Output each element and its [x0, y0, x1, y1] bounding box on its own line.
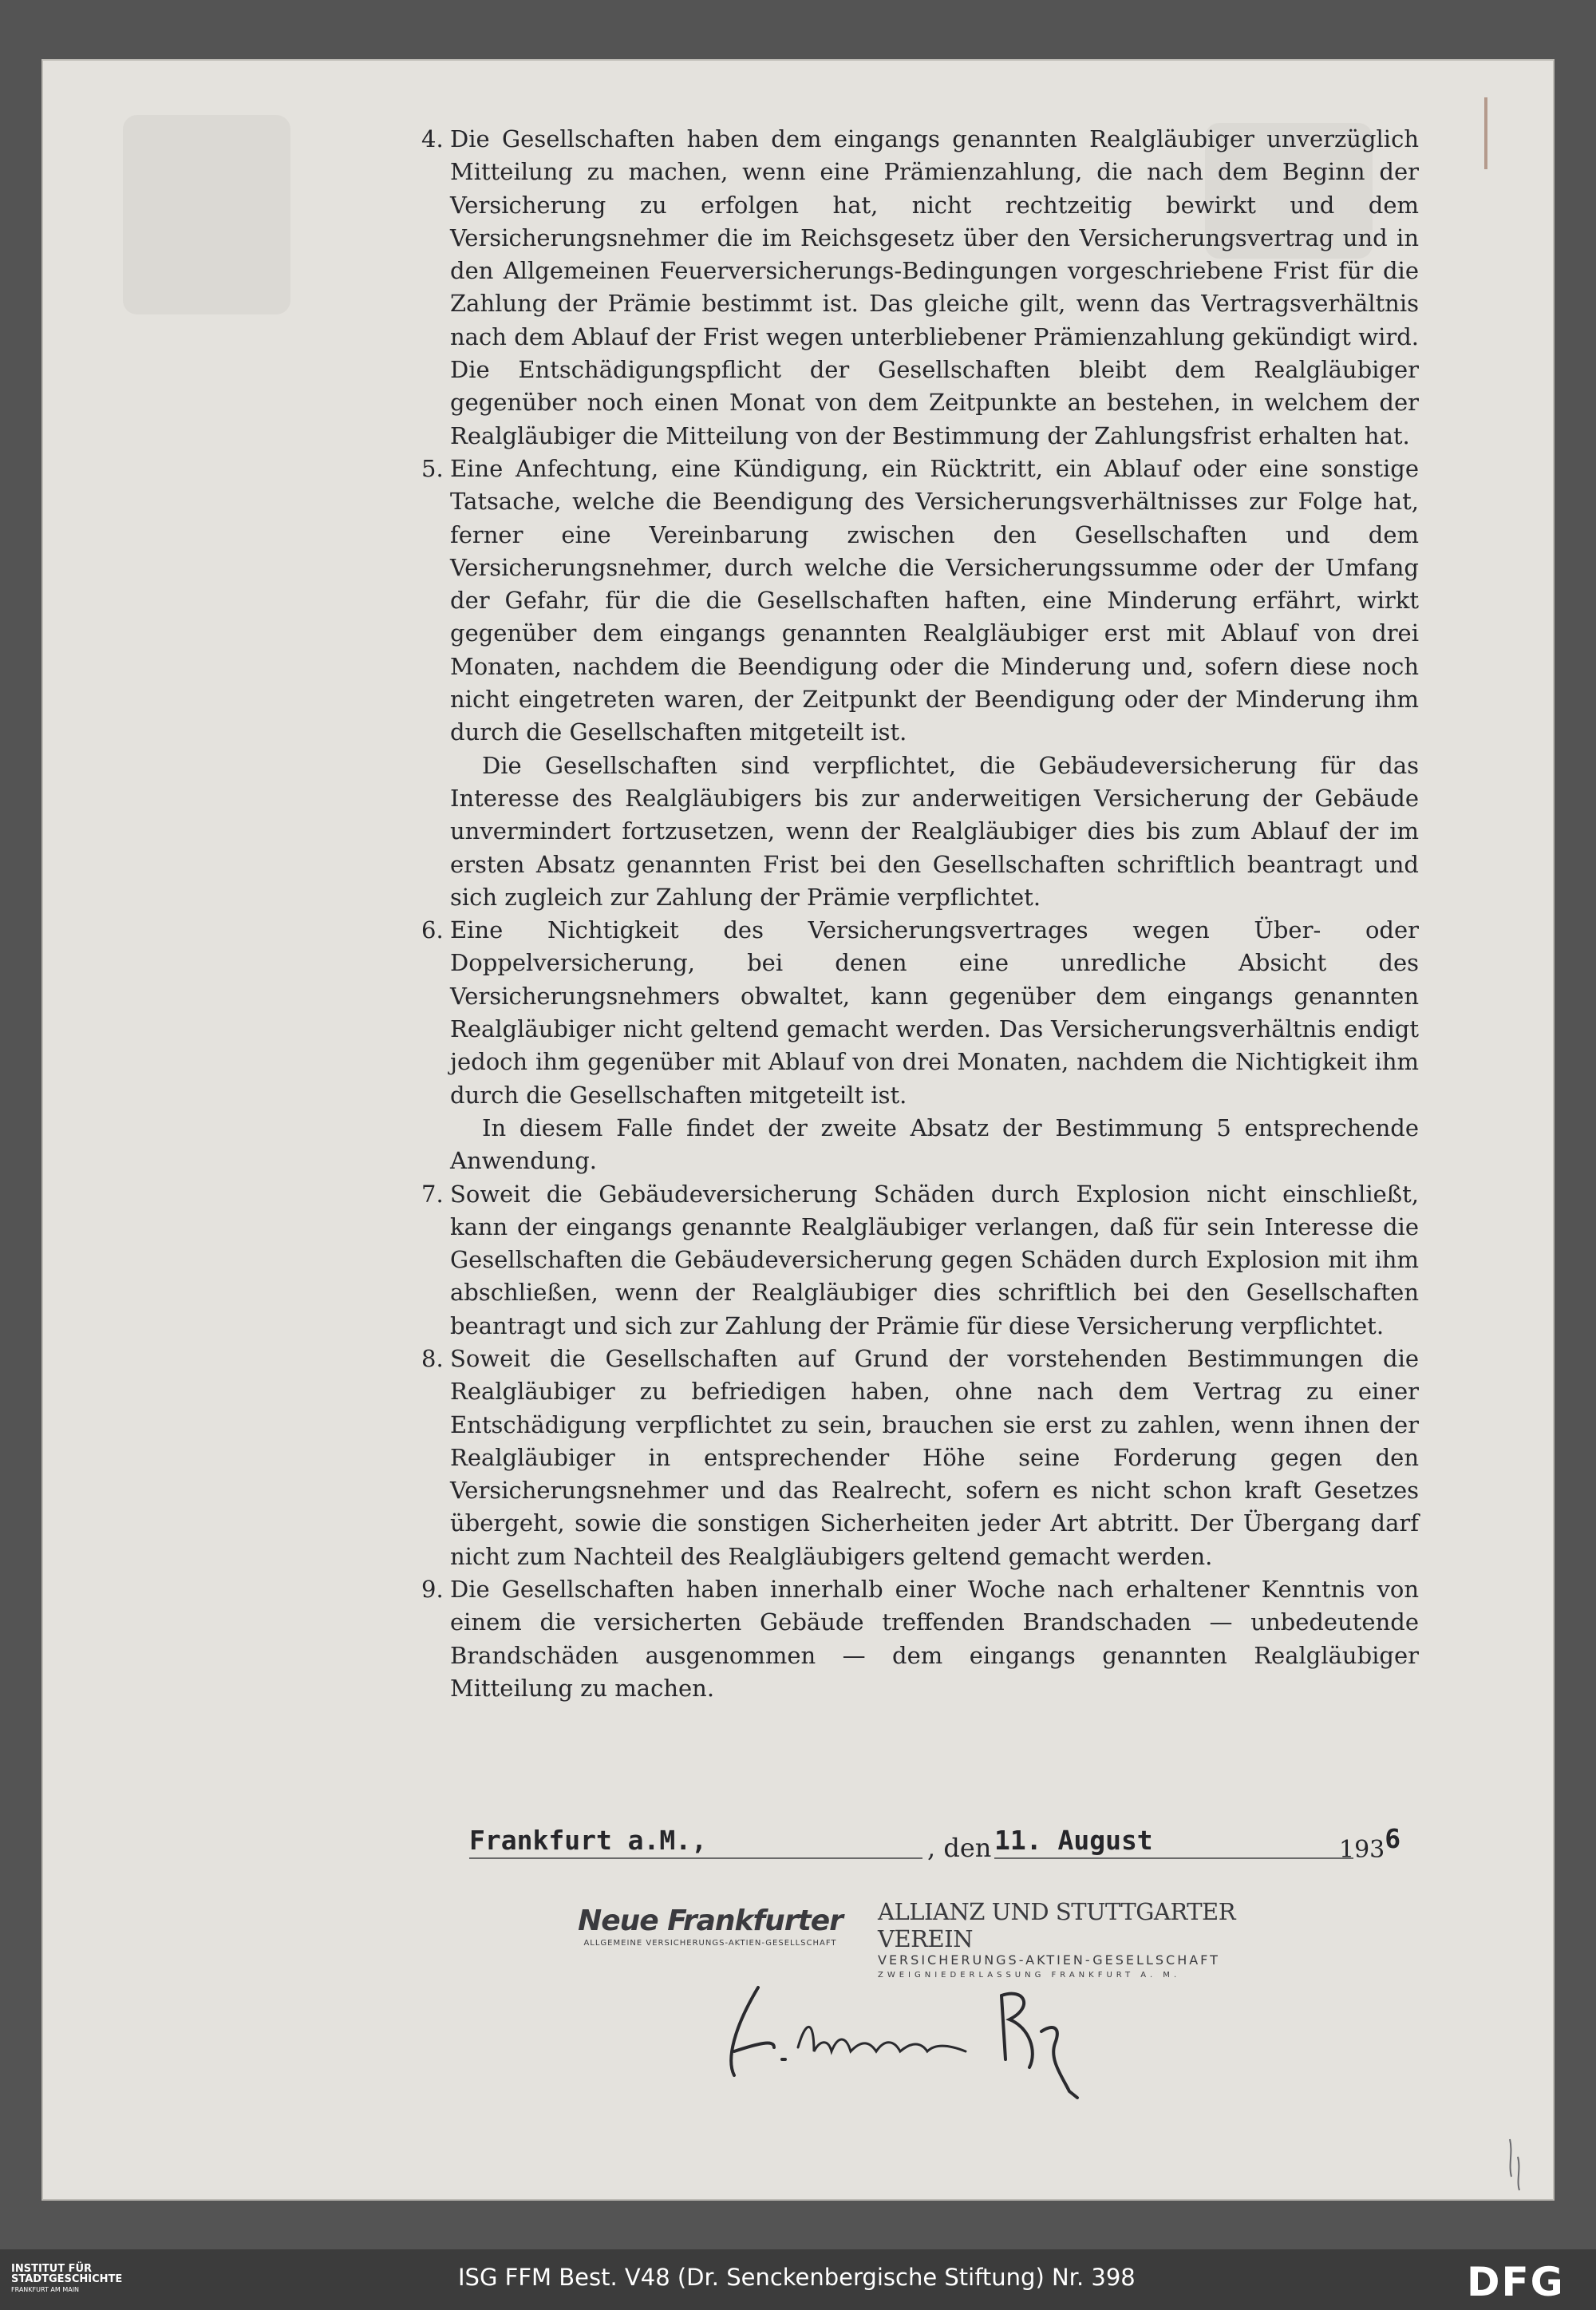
institute-logo	[11, 2264, 122, 2295]
clause-9	[421, 1573, 1419, 1705]
institute-city: FRANKFURT AM MAIN	[11, 2286, 80, 2293]
place-typed: Frankfurt a.M.,	[469, 1825, 922, 1859]
institute-line: INSTITUT FÜR	[11, 2263, 93, 2275]
archive-footer-bar	[0, 2249, 1596, 2310]
company-logo-text: Neue Frankfurter	[578, 1905, 843, 1937]
year-digit-typed: 6	[1385, 1823, 1401, 1854]
clause-text: Soweit die Gesellschaften auf Grund der vorstehenden Bestimmungen die Realgläubiger zu befriedigen haben, ohne nach dem Vertrag zu einer Entschädigung verpflichtet zu sein, brauchen sie erst zu zahlen, wenn ihnen der Realgläubiger in entsprechender Höhe seine Forderung gegen den Versicherungsnehmer und das Realrecht, sofern es nicht schon kraft Gesetzes übergeht, sowie die sonstigen Sicherheiten jeder Art abtritt. Der Übergang darf nicht zum Nachteil des Realgläubigers geltend gemacht werden.	[450, 1344, 1419, 1570]
clause-8	[421, 1343, 1419, 1573]
clause-number: 6.	[421, 916, 444, 944]
document-body	[421, 123, 1419, 1705]
company-subtitle: VERSICHERUNGS-AKTIEN-GESELLSCHAFT	[878, 1952, 1220, 1968]
date-typed: 11. August	[994, 1825, 1353, 1859]
clause-text: Die Gesellschaften haben innerhalb einer Woche nach erhaltener Kenntnis von einem die versicherten Gebäude treffenden Brandschaden — unbedeutende Brandschäden ausgenommen — dem eingangs genannten Realgläubiger Mitteilung zu machen.	[450, 1576, 1419, 1702]
clause-number: 7.	[421, 1180, 444, 1208]
clause-text: Eine Nichtigkeit des Versicherungsvertrages wegen Über- oder Doppelversicherung, bei denen eine unredliche Absicht des Versicherungsnehmers obwaltet, kann gegenüber dem eingangs genannten Realgläubiger nicht geltend gemacht werden. Das Versicherungsverhältnis endigt jedoch ihm gegenüber mit Ablauf von drei Monaten, nachdem die Nichtigkeit ihm durch die Gesellschaften mitgeteilt ist.	[450, 916, 1419, 1109]
company-name: ALLIANZ UND STUTTGARTER VEREIN	[878, 1898, 1236, 1952]
watermark-shadow-left	[123, 115, 290, 314]
clause-7	[421, 1178, 1419, 1343]
clause-6	[421, 914, 1419, 1177]
clause-number: 8.	[421, 1344, 444, 1372]
clause-text: Soweit die Gebäudeversicherung Schäden durch Explosion nicht einschließt, kann der eingangs genannte Realgläubiger verlangen, daß für sein Interesse die Gesellschaften die Gebäudeversicherung gegen Schäden durch Explosion mit ihm abschließen, wenn der Realgläubiger dies schriftlich bei den Gesellschaften beantragt und sich zur Zahlung der Prämie für diese Versicherung verpflichtet.	[450, 1180, 1419, 1339]
clause-number: 5.	[421, 454, 444, 482]
institute-line: STADTGESCHICHTE	[11, 2273, 123, 2285]
clause-text: Die Gesellschaften haben dem eingangs genannten Realgläubiger unverzüglich Mitteilung zu machen, wenn eine Prämienzahlung, die nach dem Beginn der Versicherung zu erfolgen hat, nicht rechtzeitig bewirkt und dem Versicherungsnehmer die im Reichsgesetz über den Versicherungsvertrag und in den Allgemeinen Feuerversicherungs-Bedingungen vorgeschriebene Frist für die Zahlung der Prämie bestimmt ist. Das gleiche gilt, wenn das Vertragsverhältnis nach dem Ablauf der Frist wegen unterbliebener Prämienzahlung gekündigt wird. Die Entschädigungspflicht der Gesellschaften bleibt dem Realgläubiger gegenüber noch einen Monat von dem Zeitpunkte an bestehen, in welchem der Realgläubiger die Mitteilung von der Bestimmung der Zahlungsfrist erhalten hat.	[450, 125, 1419, 449]
clause-text: In diesem Falle findet der zweite Absatz der Bestimmung 5 entsprechende Anwendung.	[450, 1113, 1419, 1175]
company-neue-frankfurter	[551, 1905, 870, 1948]
dateline	[469, 1825, 1412, 1865]
clause-number: 4.	[421, 125, 444, 152]
company-allianz	[878, 1898, 1261, 1980]
company-subtitle: ALLGEMEINE VERSICHERUNGS-AKTIEN-GESELLSCHAFT	[583, 1939, 837, 1948]
clause-4	[421, 123, 1419, 453]
pencil-mark	[1484, 97, 1487, 169]
clause-number: 9.	[421, 1576, 444, 1604]
archive-signature-title: ISG FFM Best. V48 (Dr. Senckenbergische Stiftung) Nr. 398	[458, 2264, 1136, 2291]
company-branch: ZWEIGNIEDERLASSUNG FRANKFURT A. M.	[878, 1971, 1181, 1980]
dfg-logo: DFG	[1467, 2259, 1565, 2305]
year	[1339, 1823, 1401, 1864]
den-label: , den	[927, 1833, 992, 1863]
clause-text: Eine Anfechtung, eine Kündigung, ein Rücktritt, ein Ablauf oder eine sonstige Tatsache, welche die Beendigung des Versicherungsverhältnisses zur Folge hat, ferner eine Vereinbarung zwischen den Gesellschaften und dem Versicherungsnehmer, durch welche die Versicherungssumme oder der Umfang der Gefahr, für die die Gesellschaften haften, eine Minderung erfährt, wirkt gegenüber dem eingangs genannten Realgläubiger erst mit Ablauf von drei Monaten, nachdem die Beendigung oder die Minderung und, sofern diese noch nicht eingetreten waren, der Zeitpunkt der Beendigung oder der Minderung ihm durch die Gesellschaften mitgeteilt ist.	[450, 454, 1419, 746]
year-prefix: 193	[1339, 1836, 1385, 1864]
clause-5	[421, 453, 1419, 914]
clause-text: Die Gesellschaften sind verpflichtet, die Gebäudeversicherung für das Interesse des Realgläubigers bis zur anderweitigen Versicherung der Gebäude unvermindert fortzusetzen, wenn der Realgläubiger dies bis zum Ablauf der im ersten Absatz genannten Frist bei den Gesellschaften schriftlich beantragt und sich zugleich zur Zahlung der Prämie verpflichtet.	[450, 751, 1419, 911]
handwritten-signature	[726, 1972, 1093, 2099]
pencil-mark	[1499, 2133, 1531, 2197]
